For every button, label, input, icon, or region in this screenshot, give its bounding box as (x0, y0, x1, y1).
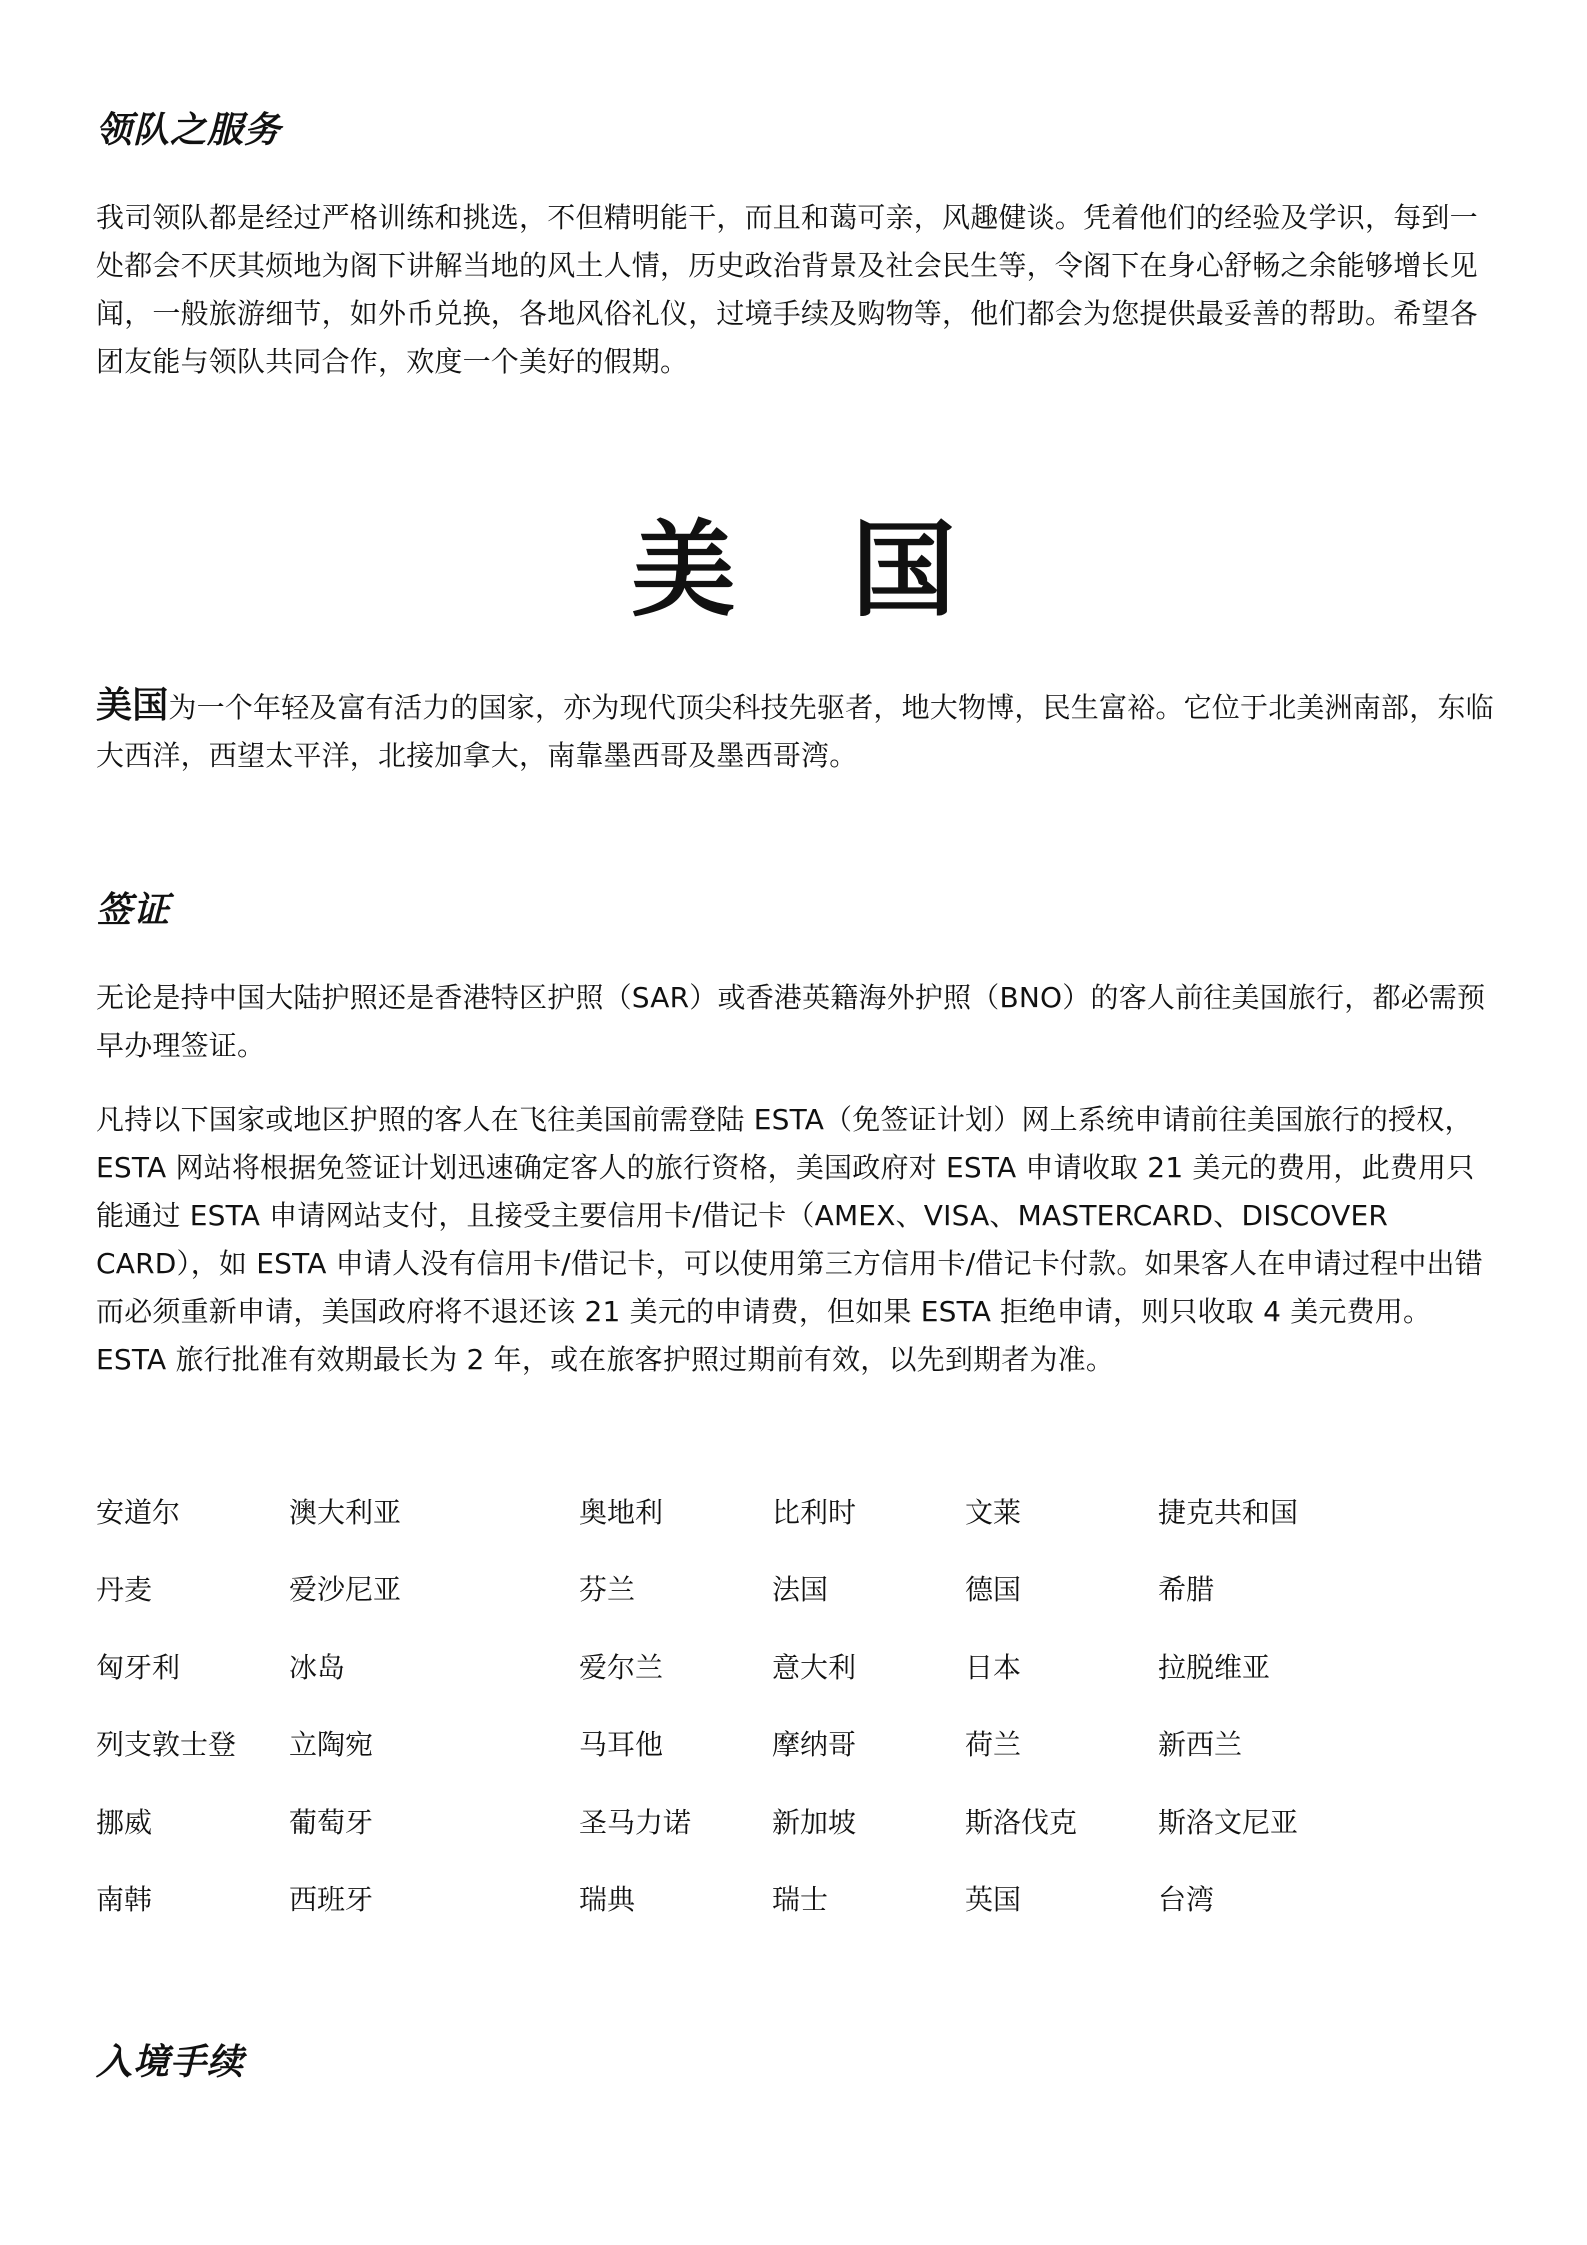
country-cell: 葡萄牙 (289, 1805, 374, 1839)
country-cell: 南韩 (96, 1883, 153, 1917)
visa-paragraph-1: 无论是持中国大陆护照还是香港特区护照（SAR）或香港英籍海外护照（BNO）的客人前往美国旅行，都必需预早办理签证。 (96, 981, 1486, 1062)
table-row (96, 1550, 1456, 1628)
country-cell: 西班牙 (289, 1883, 374, 1917)
leader-service-paragraph: 我司领队都是经过严格训练和挑选，不但精明能干，而且和蔼可亲，风趣健谈。凭着他们的经验及学识，每到一处都会不厌其烦地为阁下讲解当地的风土人情，历史政治背景及社会民生等，令阁下在身心舒畅之余能够增长见闻，一般旅游细节，如外币兑换，各地风俗礼仪，过境手续及购物等，他们都会为您提供最妥善的帮助。希望各团友能与领队共同合作，欢度一个美好的假期。 (96, 201, 1478, 378)
country-cell: 斯洛文尼亚 (1158, 1805, 1299, 1839)
table-row (96, 1472, 1456, 1550)
country-cell: 德国 (965, 1573, 1022, 1607)
country-title: 美 国 (631, 509, 996, 631)
country-cell: 瑞典 (579, 1883, 636, 1917)
visa-heading: 签证 (96, 890, 171, 931)
country-cell: 马耳他 (579, 1728, 664, 1762)
table-row (96, 1782, 1456, 1860)
country-cell: 捷克共和国 (1158, 1495, 1299, 1529)
country-cell: 摩纳哥 (772, 1728, 857, 1762)
table-row (96, 1705, 1456, 1783)
country-cell: 台湾 (1158, 1883, 1215, 1917)
country-cell: 日本 (965, 1650, 1022, 1684)
country-cell: 英国 (965, 1883, 1022, 1917)
esta-country-table (96, 1472, 1456, 1937)
country-cell: 新加坡 (772, 1805, 857, 1839)
country-cell: 立陶宛 (289, 1728, 374, 1762)
entry-procedures-heading: 入境手续 (96, 2042, 245, 2083)
country-intro-paragraph (96, 682, 1496, 780)
country-cell: 奥地利 (579, 1495, 664, 1529)
country-cell: 冰岛 (289, 1650, 346, 1684)
country-cell: 意大利 (772, 1650, 857, 1684)
country-cell: 文莱 (965, 1495, 1022, 1529)
country-cell: 列支敦士登 (96, 1728, 237, 1762)
country-cell: 爱尔兰 (579, 1650, 664, 1684)
country-cell: 匈牙利 (96, 1650, 181, 1684)
country-cell: 安道尔 (96, 1495, 181, 1529)
visa-paragraph-2: 凡持以下国家或地区护照的客人在飞往美国前需登陆 ESTA（免签证计划）网上系统申请前往美国旅行的授权，ESTA 网站将根据免签证计划迅速确定客人的旅行资格，美国政府对 ESTA 申请收取 21 美元的费用，此费用只能通过 ESTA 申请网站支付，且接受主要信用卡/借记卡（AMEX、VISA、MASTERCARD、DISCOVER CARD），如 ESTA 申请人没有信用卡/借记卡，可以使用第三方信用卡/借记卡付款。如果客人在申请过程中出错而必须重新申请，美国政府将不退还该 21 美元的申请费，但如果 ESTA 拒绝申请，则只收取 4 美元费用。ESTA 旅行批准有效期最长为 2 年，或在旅客护照过期前有效，以先到期者为准。 (96, 1103, 1483, 1376)
table-row (96, 1627, 1456, 1705)
country-cell: 新西兰 (1158, 1728, 1243, 1762)
country-cell: 拉脱维亚 (1158, 1650, 1271, 1684)
country-cell: 圣马力诺 (579, 1805, 692, 1839)
country-cell: 比利时 (772, 1495, 857, 1529)
country-cell: 法国 (772, 1573, 829, 1607)
country-cell: 丹麦 (96, 1573, 153, 1607)
country-cell: 荷兰 (965, 1728, 1022, 1762)
country-cell: 斯洛伐克 (965, 1805, 1078, 1839)
country-cell: 爱沙尼亚 (289, 1573, 402, 1607)
country-cell: 芬兰 (579, 1573, 636, 1607)
country-cell: 挪威 (96, 1805, 153, 1839)
country-cell: 希腊 (1158, 1573, 1215, 1607)
leader-service-heading: 领队之服务 (96, 110, 282, 151)
country-cell: 澳大利亚 (289, 1495, 402, 1529)
country-intro-text: 为一个年轻及富有活力的国家，亦为现代顶尖科技先驱者，地大物博，民生富裕。它位于北美洲南部，东临大西洋，西望太平洋，北接加拿大，南靠墨西哥及墨西哥湾。 (96, 691, 1494, 772)
country-intro-lead: 美国 (96, 685, 169, 726)
table-row (96, 1860, 1456, 1938)
country-cell: 瑞士 (772, 1883, 829, 1917)
